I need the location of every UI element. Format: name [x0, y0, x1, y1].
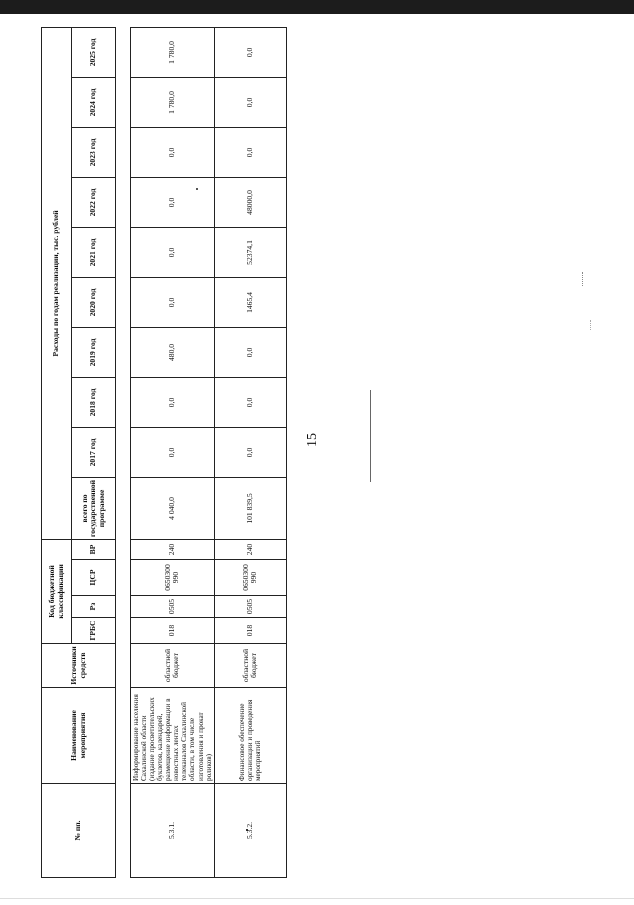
header-source: Источники средств — [42, 644, 116, 688]
row-year-value: 1 780,0 — [131, 77, 215, 127]
row-grbs: 018 — [131, 618, 215, 644]
row-source: областной бюджет — [214, 644, 286, 688]
row-year-value: 0,0 — [214, 27, 286, 77]
header-year: 2019 год — [72, 327, 116, 377]
expenses-table — [41, 27, 287, 878]
header-csr: ЦСР — [72, 560, 116, 596]
row-name: Информирование населения Сахалинской области (издание просветительских буклетов, календарей, размещение информации в новостных лентах телеканалов Сахалинской области, в том числе изготовления и прокат роликов) — [131, 688, 215, 784]
row-rz: 0505 — [214, 596, 286, 618]
row-year-value: 0,0 — [131, 427, 215, 477]
row-vr: 240 — [131, 539, 215, 559]
row-year-value: 0,0 — [131, 227, 215, 277]
header-grbs: ГРБС — [72, 618, 116, 644]
header-year: 2017 год — [72, 427, 116, 477]
table-row — [214, 27, 286, 877]
row-source: областной бюджет — [131, 644, 215, 688]
row-year-value: 0,0 — [214, 327, 286, 377]
row-year-value: 1465,4 — [214, 277, 286, 327]
row-csr: 0650300 990 — [131, 560, 215, 596]
header-name: Наименование мероприятия — [42, 688, 116, 784]
expenses-table-rotated — [41, 28, 273, 878]
header-year: 2025 год — [72, 27, 116, 77]
header-year: 2021 год — [72, 227, 116, 277]
row-csr: 0650300 990 — [214, 560, 286, 596]
row-year-value: 52374,1 — [214, 227, 286, 277]
header-year: 2018 год — [72, 377, 116, 427]
row-total: 4 040,0 — [131, 477, 215, 539]
header-year: 2024 год — [72, 77, 116, 127]
header-year: 2023 год — [72, 127, 116, 177]
header-total: всего по государственной программе — [72, 477, 116, 539]
row-name: Финансовое обеспечение организации и проведения мероприятий — [214, 688, 286, 784]
row-grbs: 018 — [214, 618, 286, 644]
row-year-value: 0,0 — [131, 127, 215, 177]
row-year-value: 0,0 — [131, 377, 215, 427]
header-year: 2020 год — [72, 277, 116, 327]
row-year-value: 480,0 — [131, 327, 215, 377]
row-rz: 0505 — [131, 596, 215, 618]
row-year-value: 1 780,0 — [131, 27, 215, 77]
header-rz: Рз — [72, 596, 116, 618]
row-year-value: 48000,0 — [214, 177, 286, 227]
header-year: 2022 год — [72, 177, 116, 227]
header-budget-code: Код бюджетной классификации — [42, 539, 72, 643]
scan-top-border — [0, 0, 634, 14]
separator-line — [370, 390, 371, 482]
header-vr: ВР — [72, 539, 116, 559]
row-year-value: 0,0 — [214, 127, 286, 177]
row-year-value: 0,0 — [214, 377, 286, 427]
header-no: № пп. — [42, 784, 116, 878]
header-expenses: Расходы по годам реализации, тыс. рублей — [42, 27, 72, 539]
row-vr: 240 — [214, 539, 286, 559]
scan-artifact — [590, 320, 592, 330]
row-year-value: 0,0 — [214, 427, 286, 477]
row-year-value: 0,0 — [131, 277, 215, 327]
row-number: 5.3.2. — [214, 784, 286, 878]
page-number: 15 — [305, 433, 320, 447]
row-year-value: 0,0 — [214, 77, 286, 127]
row-year-value: 0,0 — [131, 177, 215, 227]
row-total: 101 839,5 — [214, 477, 286, 539]
scan-bottom-edge — [0, 898, 634, 899]
scan-artifact — [582, 272, 584, 286]
table-row — [131, 27, 215, 877]
row-number: 5.3.1. — [131, 784, 215, 878]
table-gap — [116, 27, 131, 877]
